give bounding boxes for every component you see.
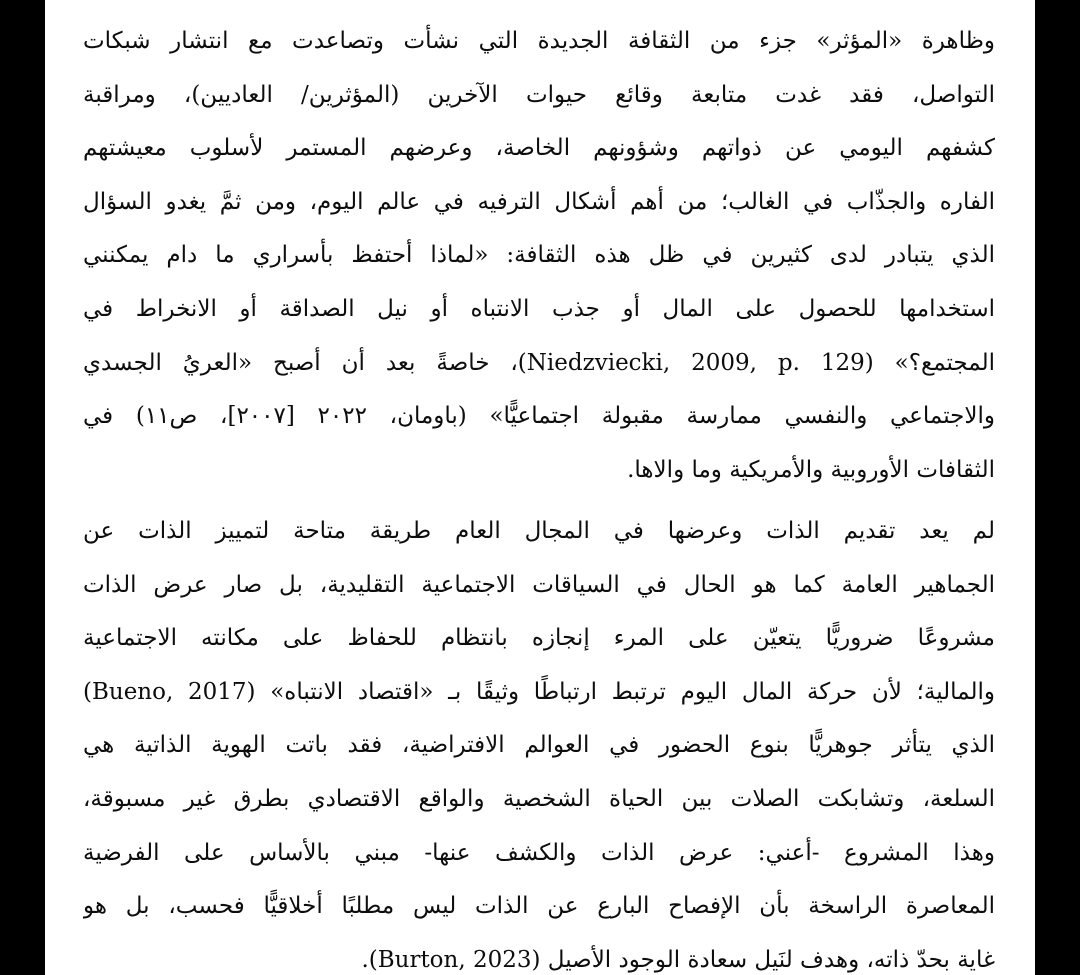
paragraph-2 <box>83 505 995 975</box>
document-page <box>45 0 1035 975</box>
paragraph-line: الفاره والجذّاب في الغالب؛ من أهم أشكال الترفيه في عالم اليوم، ومن ثمَّ يغدو السؤال <box>83 188 995 215</box>
paragraph-line: وظاهرة «المؤثر» جزء من الثقافة الجديدة التي نشأت وتصاعدت مع انتشار شبكات <box>83 28 995 54</box>
paragraph-line: المعاصرة الراسخة بأن الإفصاح البارع عن الذات ليس مطلبًا أخلاقيًّا فحسب، بل هو <box>83 893 995 920</box>
paragraph-line: التواصل، فقد غدت متابعة وقائع حيوات الآخرين (المؤثرين/ العاديين)، ومراقبة <box>83 81 995 108</box>
paragraph-line: المجتمع؟» (Niedzviecki, 2009, p. 129)، خاصةً بعد أن أصبح «العريُ الجسدي <box>83 349 995 376</box>
paragraph-line: الذي يتبادر لدى كثيرين في ظل هذه الثقافة: «لماذا أحتفظ بأسراري ما دام يمكنني <box>83 242 995 269</box>
paragraph-line: الذي يتأثر جوهريًّا بنوع الحضور في العوالم الافتراضية، فقد باتت الهوية الذاتية هي <box>83 732 995 759</box>
paragraph-line: السلعة، وتشابكت الصلات بين الحياة الشخصية والواقع الاقتصادي بطرق غير مسبوقة، <box>83 785 995 812</box>
paragraph-line: والمالية؛ لأن حركة المال اليوم ترتبط ارتباطًا وثيقًا بـ «اقتصاد الانتباه» (Bueno, 2017) <box>83 678 995 705</box>
paragraph-line: غاية بحدّ ذاته، وهدف لنَيل سعادة الوجود الأصيل (Burton, 2023). <box>361 946 995 973</box>
paragraph-line: استخدامها للحصول على المال أو جذب الانتباه أو نيل الصداقة أو الانخراط في <box>83 295 995 322</box>
paragraph-line: لم يعد تقديم الذات وعرضها في المجال العام طريقة متاحة لتمييز الذات عن <box>83 518 995 544</box>
paragraph-line: وهذا المشروع -أعني: عرض الذات والكشف عنها- مبني بالأساس على الفرضية <box>83 839 995 866</box>
paragraph-line: مشروعًا ضروريًّا يتعيّن على المرء إنجازه بانتظام للحفاظ على مكانته الاجتماعية <box>83 625 995 652</box>
paragraph-line: والاجتماعي والنفسي ممارسة مقبولة اجتماعيًّا» (باومان، ٢٠٢٢ [٢٠٠٧]، ص١١) في <box>83 403 995 430</box>
paragraph-line: كشفهم اليومي عن ذواتهم وشؤونهم الخاصة، وعرضهم المستمر لأسلوب معيشتهم <box>83 135 995 162</box>
paragraph-line: الثقافات الأوروبية والأمريكية وما والاها. <box>627 456 995 483</box>
paragraph-line: الجماهير العامة كما هو الحال في السياقات الاجتماعية التقليدية، بل صار عرض الذات <box>83 571 995 598</box>
paragraph-1 <box>83 15 995 497</box>
